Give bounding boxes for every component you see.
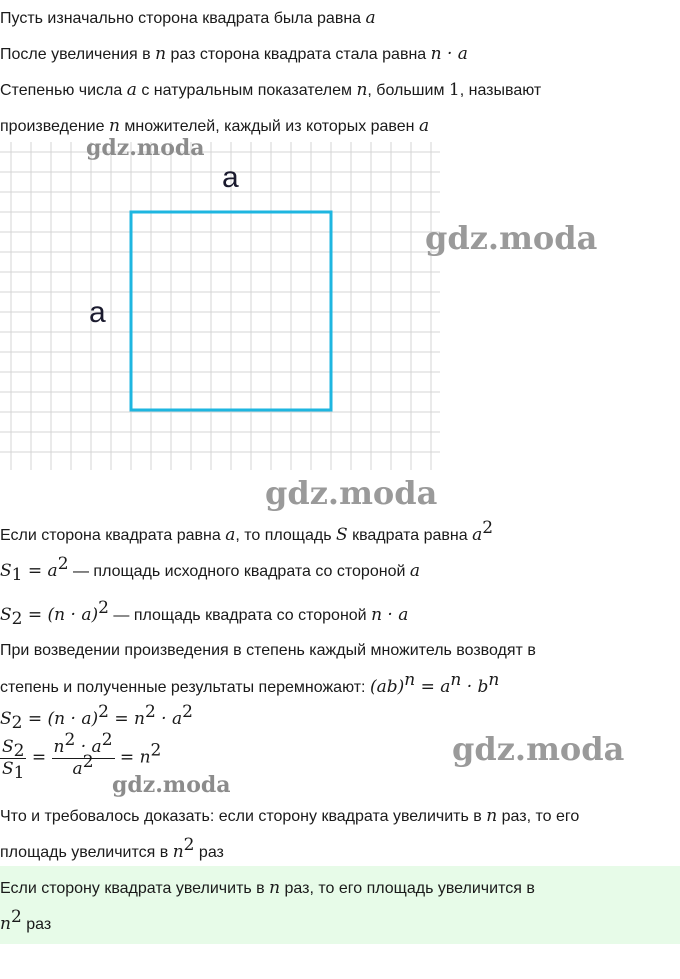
math-exp: 2 — [57, 554, 69, 574]
math-var: a — [72, 759, 83, 779]
math-op: = — [22, 561, 48, 581]
conclusion-line-1 — [0, 806, 579, 827]
math-sub: 2 — [11, 713, 23, 733]
watermark-1: gdz.moda — [86, 135, 205, 161]
math-exp: n — [450, 670, 462, 690]
math-sub: 1 — [13, 763, 25, 783]
math-var: S — [0, 709, 12, 729]
math-exp: 2 — [482, 518, 494, 538]
math-var: n — [172, 842, 184, 862]
math-exp: 2 — [144, 702, 156, 722]
math-exp: n — [488, 670, 500, 690]
text: — площадь квадрата со стороной — [108, 607, 372, 624]
math-expr: n · a — [371, 605, 409, 625]
math-expr: (ab) — [369, 677, 405, 697]
math-op: = — [26, 747, 52, 768]
proof-line-5 — [0, 670, 500, 698]
math-var: a — [472, 525, 483, 545]
proof-line-3 — [0, 598, 409, 629]
math-var: n — [269, 878, 281, 898]
fraction-line — [0, 730, 162, 783]
watermark-5: gdz.moda — [112, 772, 231, 798]
grid — [0, 142, 440, 470]
watermark-4: gdz.moda — [452, 730, 625, 768]
text: раз, то его — [497, 808, 580, 825]
math-exp: n — [404, 670, 416, 690]
math-var: S — [2, 737, 14, 757]
math-var: a — [225, 525, 236, 545]
label-top: a — [222, 161, 239, 194]
text: раз — [21, 916, 52, 933]
math-var: a — [126, 80, 137, 100]
math-var: a — [47, 561, 58, 581]
math-var: n — [356, 80, 368, 100]
math-var: S — [2, 759, 14, 779]
text: После увеличения в — [0, 46, 156, 63]
math-expr: n · a — [430, 44, 468, 64]
math-var: S — [0, 561, 12, 581]
proof-line-6 — [0, 702, 193, 733]
text: площадь увеличится в — [0, 844, 173, 861]
proof-line-2 — [0, 554, 420, 585]
math-num: 1 — [448, 80, 460, 100]
math-var: n — [486, 806, 498, 826]
watermark-3: gdz.moda — [265, 474, 438, 512]
text: Пусть изначально сторона квадрата была равна — [0, 10, 366, 27]
math-exp: 2 — [150, 740, 162, 761]
text-line-2 — [0, 44, 468, 65]
math-var: a — [365, 8, 376, 28]
answer-line-2 — [0, 907, 52, 934]
math-exp: 2 — [101, 730, 113, 750]
text: Если сторона квадрата равна — [0, 527, 226, 544]
answer-box — [0, 866, 680, 944]
text-line-3 — [0, 80, 541, 101]
text: множителей, каждый из которых равен — [119, 118, 419, 135]
math-exp: 2 — [98, 598, 109, 618]
math-expr: = n — [114, 747, 151, 768]
math-expr: = (n · a) — [22, 605, 99, 625]
math-var: n — [53, 737, 65, 757]
math-sub: 2 — [11, 609, 23, 629]
square-figure — [0, 142, 440, 470]
text: При возведении произведения в степень каждый множитель возводят в — [0, 642, 536, 659]
math-expr: = (n · a) — [22, 709, 99, 729]
text: степень и полученные результаты перемножают: — [0, 679, 370, 696]
math-expr: · a — [75, 737, 102, 757]
watermark-2: gdz.moda — [425, 219, 598, 257]
text: Если сторону квадрата увеличить в — [0, 880, 270, 897]
text: произведение — [0, 118, 109, 135]
math-exp: 2 — [64, 730, 76, 750]
text: раз — [194, 844, 224, 861]
proof-line-4 — [0, 641, 536, 661]
text-line-4 — [0, 116, 429, 137]
math-exp: 2 — [98, 702, 109, 722]
text: Что и требовалось доказать: если сторону квадрата увеличить в — [0, 808, 487, 825]
math-expr: = a — [415, 677, 451, 697]
text-line-1 — [0, 8, 376, 29]
answer-line-1 — [0, 878, 535, 898]
text: с натуральным показателем — [136, 82, 357, 99]
math-exp: 2 — [182, 702, 193, 722]
text: раз сторона квадрата стала равна — [166, 46, 431, 63]
math-var: a — [409, 561, 420, 581]
math-var: S — [0, 605, 12, 625]
math-var: n — [108, 116, 120, 136]
proof-line-1 — [0, 518, 494, 546]
text: квадрата равна — [347, 527, 473, 544]
text: , большим — [367, 82, 449, 99]
text: раз, то его площадь увеличится в — [280, 880, 535, 897]
math-exp: 2 — [183, 835, 195, 855]
math-expr: · b — [461, 677, 489, 697]
math-var: n — [155, 44, 167, 64]
fraction-s2-s1 — [0, 737, 26, 783]
math-var: n — [0, 914, 11, 934]
math-expr: = n — [108, 709, 145, 729]
math-exp: 2 — [82, 752, 94, 772]
conclusion-line-2 — [0, 835, 224, 863]
text: , называют — [459, 82, 542, 99]
math-exp: 2 — [10, 907, 22, 927]
math-var: a — [418, 116, 430, 136]
math-sub: 1 — [11, 565, 23, 585]
math-expr: · a — [155, 709, 183, 729]
text: , то площадь — [235, 527, 336, 544]
math-var: S — [335, 525, 348, 545]
math-sub: 2 — [13, 741, 25, 761]
fraction-n2a2-a2 — [52, 730, 115, 779]
label-left: a — [89, 296, 106, 329]
text: — площадь исходного квадрата со стороной — [68, 563, 410, 580]
text: Степенью числа — [0, 82, 127, 99]
